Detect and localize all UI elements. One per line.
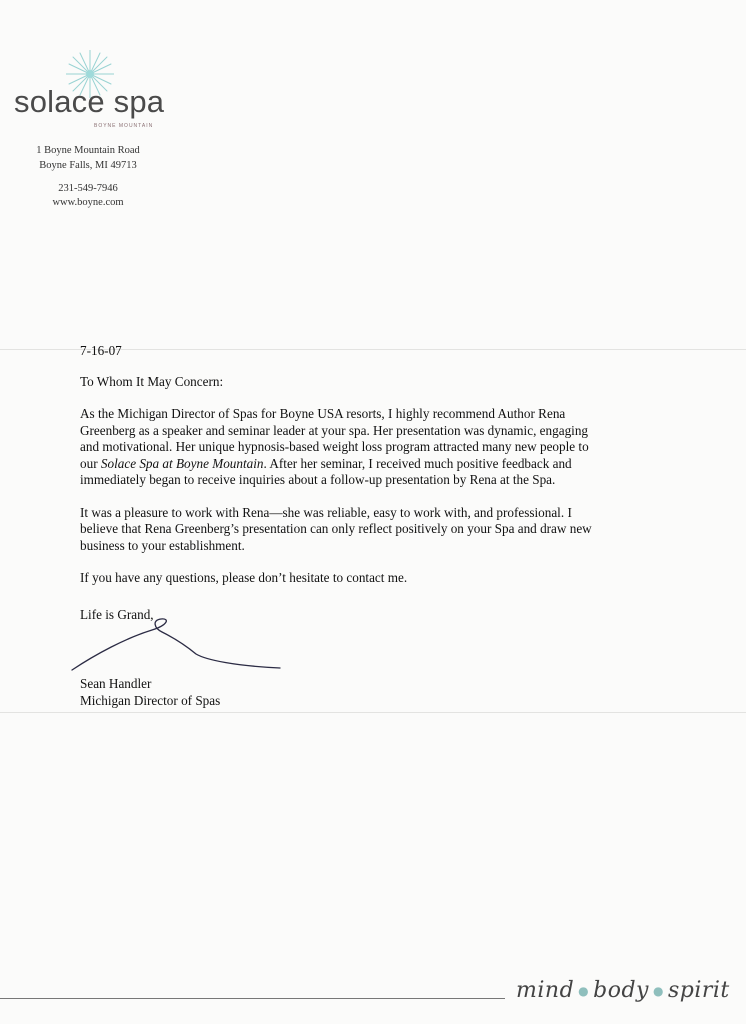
phone-number: 231-549-7946 (58, 183, 118, 194)
letter-body (80, 343, 660, 603)
letterhead-contact (20, 182, 156, 210)
text-line: business to your establishment. (80, 537, 245, 553)
address-line: Boyne Falls, MI 49713 (39, 160, 137, 171)
text-line: Greenberg as a speaker and seminar leader at your spa. Her presentation was dynamic, engaging (80, 422, 589, 438)
text-fragment: our (80, 455, 101, 471)
letter-date: 7-16-07 (80, 343, 122, 358)
text-line: As the Michigan Director of Spas for Boyne USA resorts, I highly recommend Author Rena (80, 406, 566, 421)
handwritten-signature (66, 614, 286, 674)
tagline-dot-icon: ● (652, 984, 664, 998)
tagline-word: body (593, 978, 649, 1003)
letterhead-address (20, 143, 156, 173)
paragraph-praise (80, 505, 660, 555)
text-line: and motivational. Her unique hypnosis-based weight loss program attracted many new people to (80, 439, 589, 454)
text-line: believe that Rena Greenberg’s presentation can only reflect positively on your Spa and draw new (80, 521, 592, 536)
website-link[interactable]: www.boyne.com (52, 197, 124, 208)
paragraph-contact: If you have any questions, please don’t hesitate to contact me. (80, 570, 408, 585)
text-fragment: . After her seminar, I received much positive feedback and (263, 455, 572, 471)
spa-logo-name: solace spa (14, 84, 165, 119)
text-line: It was a pleasure to work with Rena—she was reliable, easy to work with, and professional. I (80, 504, 572, 520)
spa-name-italic: Solace Spa at Boyne Mountain (100, 455, 264, 471)
signer-name: Sean Handler (80, 676, 152, 691)
paragraph-recommendation (80, 406, 660, 489)
signer-block (80, 675, 220, 709)
footer-rule (0, 998, 505, 999)
signer-title: Michigan Director of Spas (80, 693, 221, 708)
tagline-dot-icon: ● (578, 984, 590, 998)
fold-line (0, 712, 746, 713)
footer-tagline (516, 978, 730, 1003)
tagline-word: spirit (667, 978, 730, 1003)
closing: Life is Grand, (80, 607, 154, 622)
spa-logo-subtitle: BOYNE MOUNTAIN (94, 123, 154, 129)
tagline-word: mind (516, 978, 575, 1003)
text-line: immediately began to receive inquiries about a follow-up presentation by Rena at the Spa. (80, 472, 556, 487)
address-line: 1 Boyne Mountain Road (36, 145, 140, 156)
salutation: To Whom It May Concern: (80, 373, 224, 389)
